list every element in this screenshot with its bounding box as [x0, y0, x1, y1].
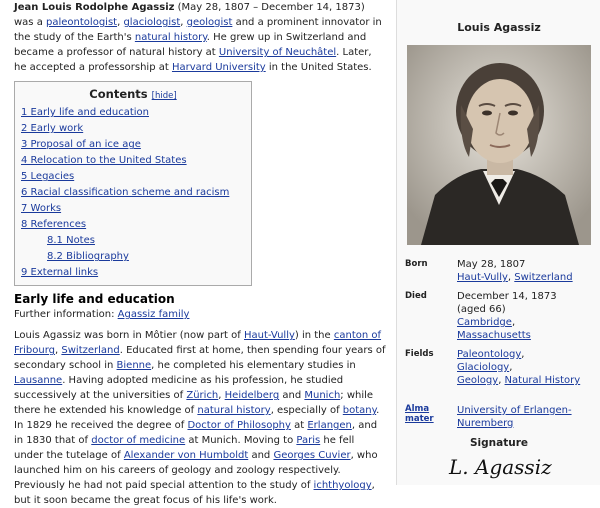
- toc-heading: Contents: [89, 87, 148, 101]
- toc-item[interactable]: 6 Racial classification scheme and racism: [21, 187, 230, 199]
- link-haut-vully[interactable]: Haut-Vully: [243, 330, 295, 342]
- para-text: he fell under the tutelage of: [14, 435, 355, 462]
- table-of-contents: [14, 81, 252, 286]
- link-field-glaciology[interactable]: Glaciology: [457, 362, 510, 373]
- para-text: , especially of: [270, 405, 340, 417]
- link-cuvier[interactable]: Georges Cuvier: [273, 450, 351, 462]
- born-label: Born: [405, 259, 428, 269]
- link-zurich[interactable]: Zürich: [186, 390, 219, 402]
- intro-paragraph: Jean Louis Rodolphe Agassiz (May 28, 1807 – December 14, 1873) was a paleontologist, glaciologist, geologist and a prominent innovator in the study of the Earth's natural history. He grew up in Switzerland and became a professor of natural history at University of Neuchâtel. Later, he accepted a professorship at Harvard University in the United States.: [14, 2, 382, 73]
- para-text: , and in 1830 that of: [14, 420, 378, 447]
- died-age: (aged 66): [457, 304, 506, 315]
- para-text: . Educated first at home, then spending four years of secondary school in: [14, 345, 386, 372]
- link-born-country[interactable]: Switzerland: [514, 272, 573, 283]
- subject-name: Jean Louis Rodolphe Agassiz: [14, 2, 175, 13]
- para-text: ; while there he extended his knowledge of: [14, 390, 374, 417]
- link-ichthyology[interactable]: ichthyology: [313, 480, 372, 492]
- toc-item[interactable]: 7 Works: [21, 203, 62, 215]
- para-text: , who launched him on his careers of geology and zoology respectively. Previously he had not paid special attention to the study of: [14, 450, 378, 492]
- link-heidelberg[interactable]: Heidelberg: [224, 390, 280, 402]
- para-text: and: [282, 390, 302, 402]
- link-field-natural-history[interactable]: Natural History: [504, 375, 581, 386]
- para-text: ,: [55, 345, 59, 357]
- link-doctor-of-medicine[interactable]: doctor of medicine: [91, 435, 186, 447]
- alma-mater-value: [457, 404, 597, 430]
- link-botany[interactable]: botany: [342, 405, 377, 417]
- link-erlangen[interactable]: Erlangen: [307, 420, 352, 432]
- para-text: , but it soon became the great focus of his life's work.: [14, 480, 375, 507]
- link-switzerland[interactable]: Switzerland: [61, 345, 120, 357]
- further-information: [14, 307, 386, 322]
- separator: ,: [511, 317, 516, 328]
- separator: ,: [507, 272, 512, 283]
- para-text: at: [294, 420, 305, 432]
- fields-value: Paleontology, Glaciology, Geology, Natural History: [457, 349, 581, 386]
- link-lausanne[interactable]: Lausanne: [14, 375, 63, 387]
- section-heading: Early life and education: [14, 292, 175, 307]
- infobox: [396, 0, 600, 485]
- toc-item[interactable]: 8 References: [21, 219, 87, 231]
- para-text: . In 1829 he received the degree of: [14, 405, 380, 432]
- para-text: , he completed his elementary studies in: [151, 360, 356, 372]
- toc-hide-link[interactable]: [hide]: [151, 91, 177, 101]
- intro-text: (May 28, 1807 – December 14, 1873) was a: [14, 2, 365, 28]
- toc-title: [21, 86, 245, 103]
- born-value: [457, 258, 597, 284]
- link-glaciologist[interactable]: glaciologist: [123, 17, 181, 28]
- toc-item[interactable]: 1 Early life and education: [21, 107, 149, 119]
- link-natural-history-2[interactable]: natural history: [197, 405, 271, 417]
- link-born-place[interactable]: Haut-Vully: [457, 272, 508, 283]
- link-geologist[interactable]: geologist: [186, 17, 233, 28]
- link-field-paleontology[interactable]: Paleontology: [457, 349, 522, 360]
- link-harvard[interactable]: Harvard University: [171, 62, 266, 73]
- alma-mater-label[interactable]: Alma mater: [405, 404, 434, 424]
- link-field-geology[interactable]: Geology: [457, 375, 499, 386]
- signature-text: L. Agassiz: [449, 455, 552, 479]
- died-label: Died: [405, 291, 427, 301]
- portrait-image[interactable]: [407, 45, 591, 245]
- link-alma-mater[interactable]: University of Erlangen-Nuremberg: [457, 405, 572, 429]
- toc-subitem[interactable]: 8.2 Bibliography: [47, 251, 129, 263]
- intro-text: and a prominent innovator in the study of the Earth's: [14, 17, 382, 43]
- intro-text: . He grew up in Switzerland and became a professor of natural history at: [14, 32, 367, 58]
- intro-text: in the United States.: [268, 62, 372, 73]
- died-date: December 14, 1873: [457, 291, 557, 302]
- intro-text: . Later, he accepted a professorship at: [14, 47, 372, 73]
- toc-item[interactable]: 9 External links: [21, 267, 99, 279]
- para-text: ,: [218, 390, 222, 402]
- link-neuchatel[interactable]: University of Neuchâtel: [218, 47, 337, 58]
- para-text: . Having adopted medicine as his profession, he studied successively at the universities of: [14, 375, 344, 402]
- link-natural-history[interactable]: natural history: [134, 32, 207, 43]
- fields-label: Fields: [405, 349, 434, 359]
- born-date: May 28, 1807: [457, 259, 526, 270]
- para-text: Louis Agassiz was born in Môtier (now part of: [14, 330, 241, 342]
- body-paragraph: [14, 328, 386, 508]
- signature-image: [445, 450, 555, 482]
- link-humboldt[interactable]: Alexander von Humboldt: [123, 450, 249, 462]
- toc-item[interactable]: 3 Proposal of an ice age: [21, 139, 141, 151]
- toc-item[interactable]: 4 Relocation to the United States: [21, 155, 187, 167]
- toc-item[interactable]: 5 Legacies: [21, 171, 75, 183]
- link-died-state[interactable]: Massachusetts: [457, 330, 531, 341]
- infobox-title: Louis Agassiz: [457, 21, 541, 34]
- signature-label: Signature: [469, 437, 529, 449]
- para-text: ) in the: [294, 330, 331, 342]
- toc-subitem[interactable]: 8.1 Notes: [47, 235, 95, 247]
- toc-item[interactable]: 2 Early work: [21, 123, 84, 135]
- link-paris[interactable]: Paris: [296, 435, 321, 447]
- article-body: [14, 0, 386, 508]
- link-agassiz-family[interactable]: Agassiz family: [117, 309, 190, 321]
- para-text: at Munich. Moving to: [188, 435, 294, 447]
- link-doctor-of-philosophy[interactable]: Doctor of Philosophy: [187, 420, 291, 432]
- link-bienne[interactable]: Bienne: [116, 360, 152, 372]
- link-paleontologist[interactable]: paleontologist: [46, 17, 118, 28]
- further-label: Further information:: [14, 309, 115, 321]
- link-munich[interactable]: Munich: [304, 390, 341, 402]
- died-value: [457, 290, 597, 342]
- link-died-place[interactable]: Cambridge: [457, 317, 512, 328]
- link-canton-fribourg[interactable]: canton of Fribourg: [14, 330, 382, 357]
- para-text: and: [251, 450, 271, 462]
